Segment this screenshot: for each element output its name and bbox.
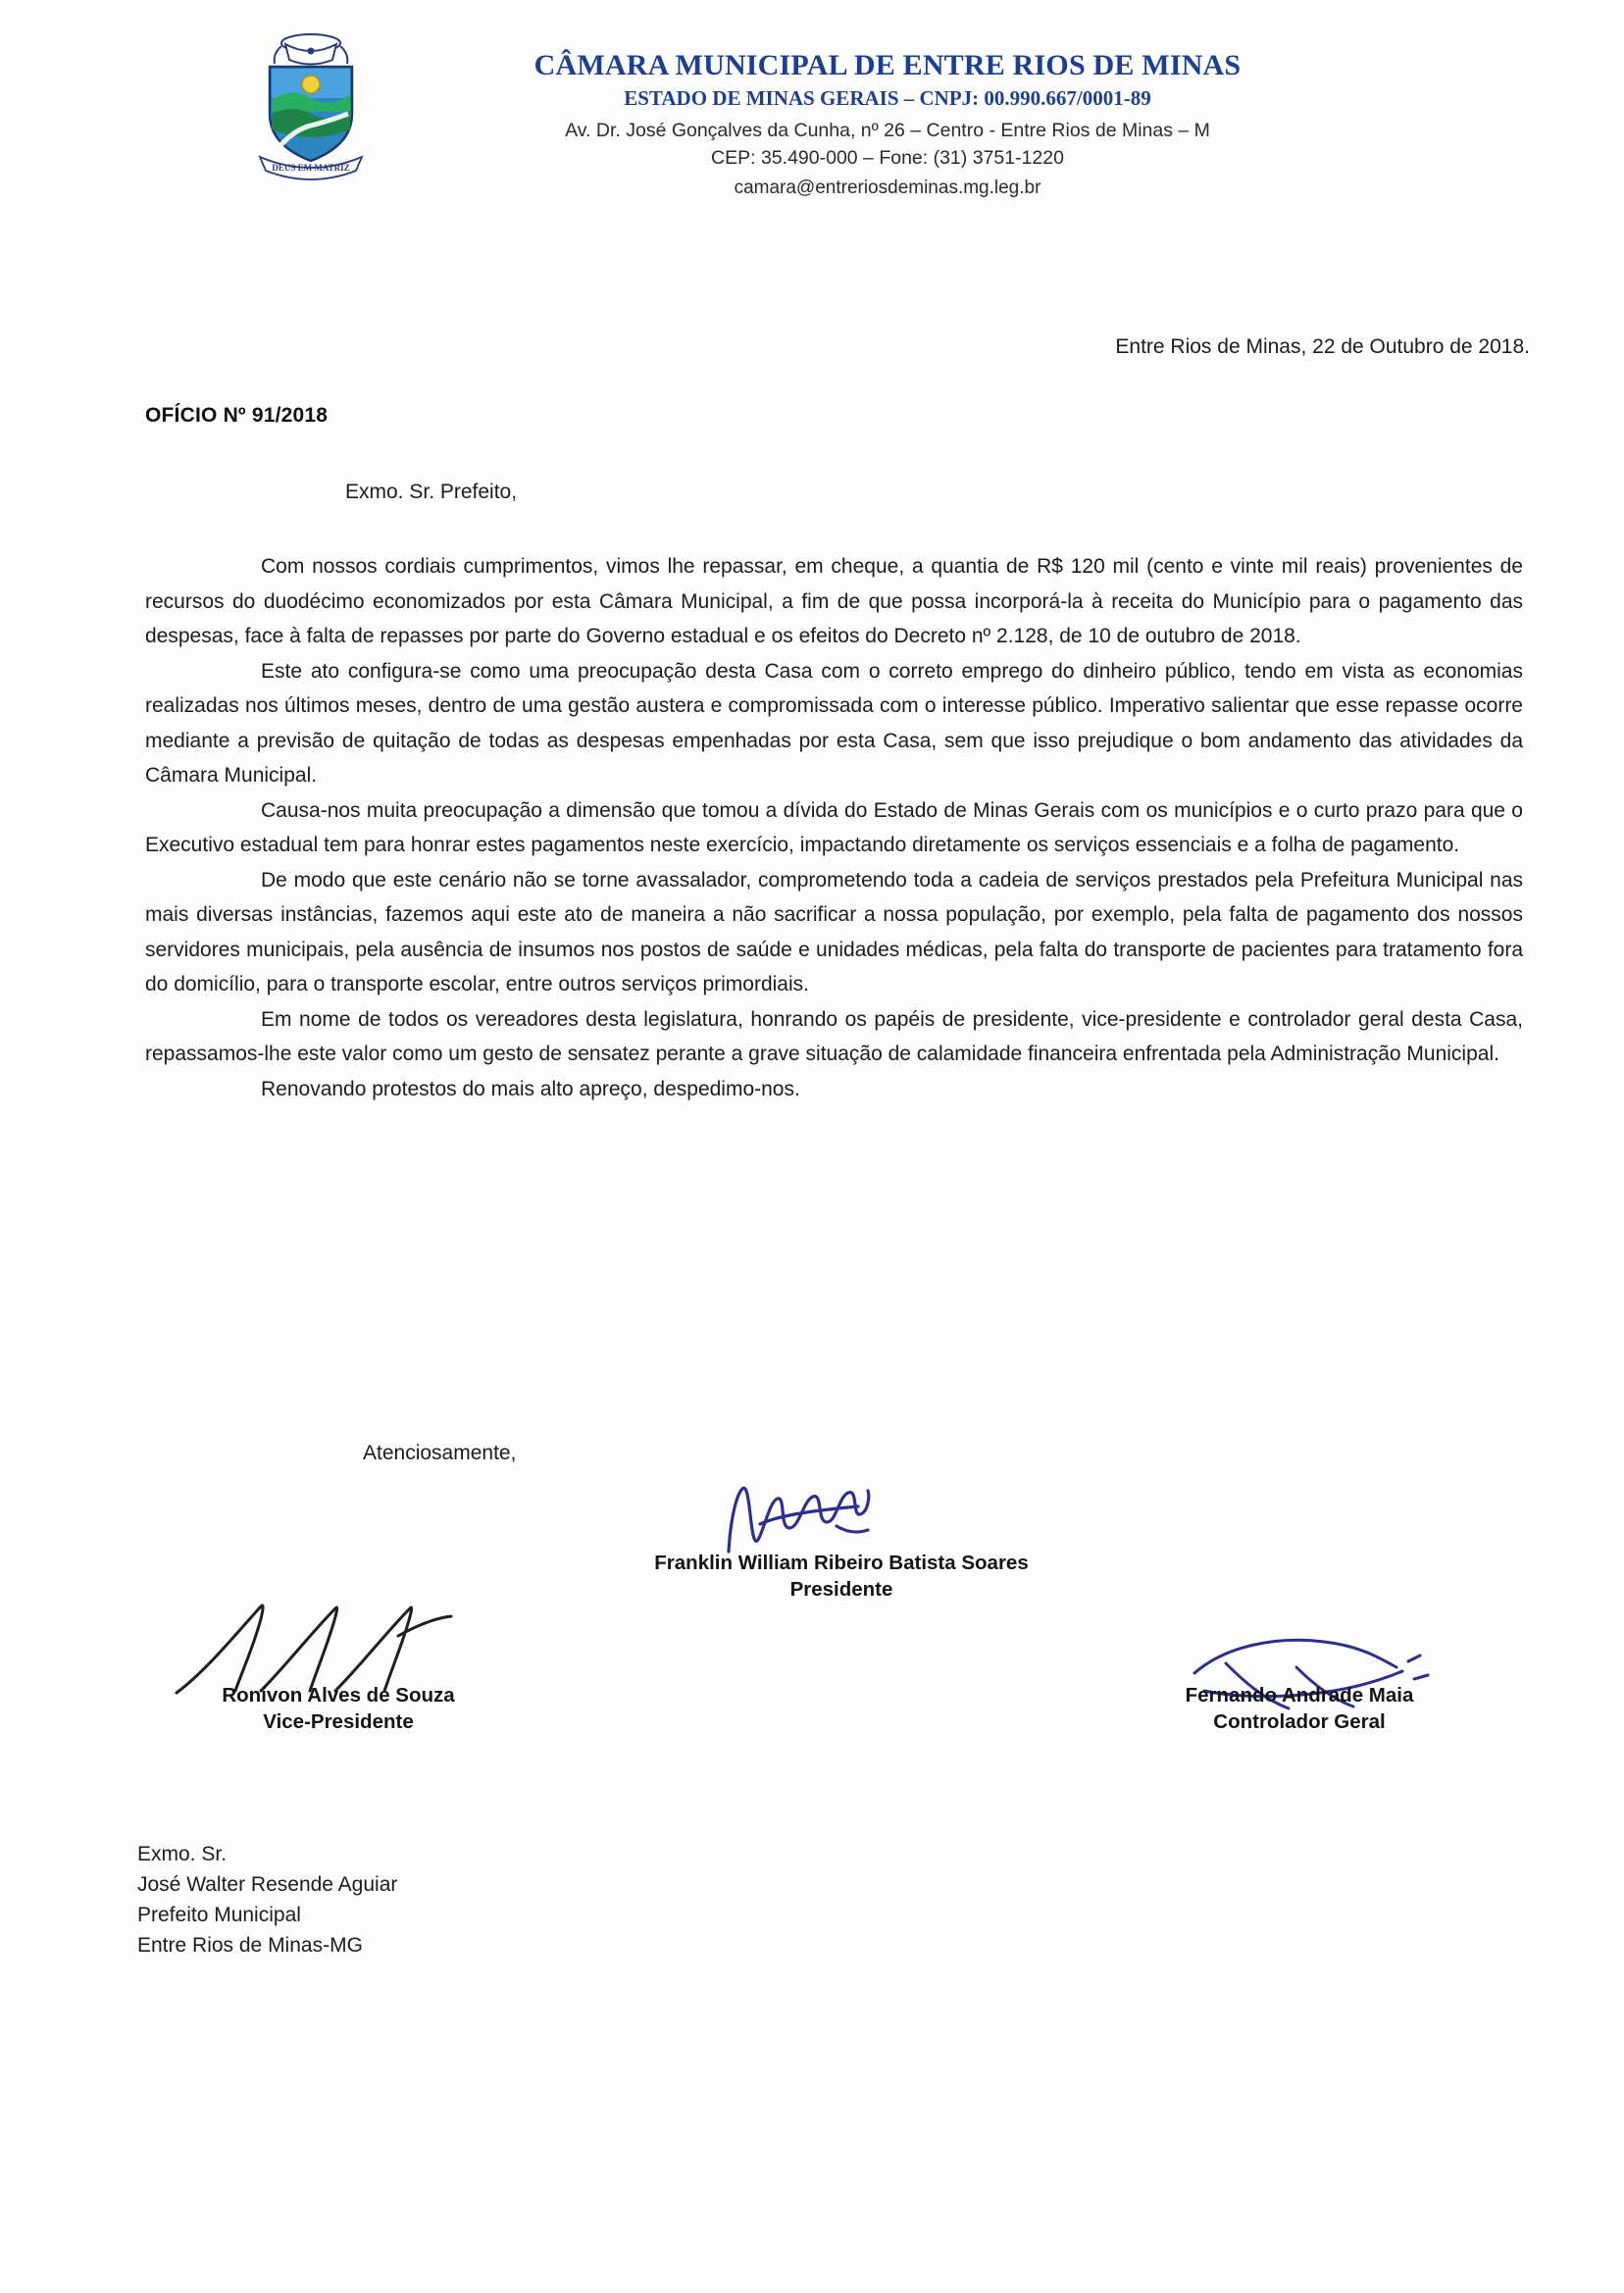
- letterhead: [0, 27, 1624, 202]
- paragraph-2: Este ato configura-se como uma preocupação desta Casa com o correto emprego do dinheiro público, tendo em vista as economias realizadas nos últimos meses, dentro de uma gestão austera e compromissada com o interesse público. Imperativo salientar que esse repasse ocorre mediante a previsão de quitação de todas as despesas empenhadas por esta Casa, sem que isso prejudique o bom andamento das atividades da Câmara Municipal.: [145, 659, 1523, 787]
- paragraph-4: De modo que este cenário não se torne avassalador, comprometendo toda a cadeia de serviços prestados pela Prefeitura Municipal nas mais diversas instâncias, fazemos aqui este ato de maneira a não sacrificar a nossa população, por exemplo, pela falta de pagamento dos nossos servidores municipais, pela ausência de insumos nos postos de saúde e unidades médicas, pela falta do transporte de pacientes para tratamento fora do domicílio, para o transporte escolar, entre outros serviços primordiais.: [145, 868, 1523, 995]
- signature-name: Ronivon Alves de Souza: [222, 1684, 455, 1707]
- signature-name: Franklin William Ribeiro Batista Soares: [654, 1552, 1029, 1574]
- signature-role: Controlador Geral: [1213, 1710, 1386, 1733]
- salutation: Exmo. Sr. Prefeito,: [345, 481, 518, 503]
- signature-role: Presidente: [789, 1578, 893, 1601]
- letterhead-text: [397, 27, 1378, 202]
- recipient-role: Prefeito Municipal: [137, 1904, 301, 1926]
- signature-president: [567, 1550, 1116, 1603]
- signature-mark-president: [721, 1471, 888, 1559]
- recipient-title: Exmo. Sr.: [137, 1843, 228, 1865]
- svg-text:DEUS EM MATRIZ: DEUS EM MATRIZ: [272, 163, 350, 173]
- organization-email: camara@entreriosdeminas.mg.leg.br: [734, 177, 1041, 198]
- organization-cep-phone: CEP: 35.490-000 – Fone: (31) 3751-1220: [711, 147, 1064, 170]
- paragraph-3: Causa-nos muita preocupação a dimensão que tomou a dívida do Estado de Minas Gerais com os municípios e o curto prazo para que o Executivo estadual tem para honrar estes pagamentos neste exercício, impactando diretamente os serviços essenciais e a folha de pagamento.: [145, 798, 1523, 856]
- signature-name: Fernando Andrade Maia: [1185, 1684, 1414, 1707]
- organization-state-cnpj: ESTADO DE MINAS GERAIS – CNPJ: 00.990.667/0001-89: [624, 86, 1151, 110]
- letter-body: [145, 549, 1523, 1106]
- paragraph-6: Renovando protestos do mais alto apreço, despedimo-nos.: [261, 1077, 800, 1100]
- paragraph-1: Com nossos cordiais cumprimentos, vimos lhe repassar, em cheque, a quantia de R$ 120 mil (cento e vinte mil reais) provenientes de recursos do duodécimo economizados por esta Câmara Municipal, a fim de que possa incorporá-la à receita do Município para o pagamento das despesas, face à falta de repasses por parte do Governo estadual e os efeitos do Decreto nº 2.128, de 10 de outubro de 2018.: [145, 555, 1523, 647]
- signature-controller-general: [1069, 1682, 1530, 1735]
- signature-vice-president: [108, 1682, 569, 1735]
- paragraph-5: Em nome de todos os vereadores desta legislatura, honrando os papéis de presidente, vice-presidente e controlador geral desta Casa, repassamos-lhe este valor como um gesto de sensatez perante a grave situação de calamidade financeira enfrentada pela Administração Municipal.: [145, 1007, 1523, 1065]
- organization-name: CÂMARA MUNICIPAL DE ENTRE RIOS DE MINAS: [533, 49, 1242, 81]
- document-number: OFÍCIO Nº 91/2018: [145, 404, 329, 427]
- closing-line: Atenciosamente,: [363, 1442, 517, 1464]
- coat-of-arms-icon: [246, 27, 376, 189]
- organization-address: Av. Dr. José Gonçalves da Cunha, nº 26 – Centro - Entre Rios de Minas – M: [565, 120, 1210, 141]
- recipient-block: [137, 1839, 397, 1961]
- recipient-name: José Walter Resende Aguiar: [137, 1873, 398, 1896]
- signature-role: Vice-Presidente: [263, 1710, 414, 1733]
- recipient-city: Entre Rios de Minas-MG: [137, 1934, 363, 1957]
- city-and-date: Entre Rios de Minas, 22 de Outubro de 2018.: [1115, 335, 1530, 358]
